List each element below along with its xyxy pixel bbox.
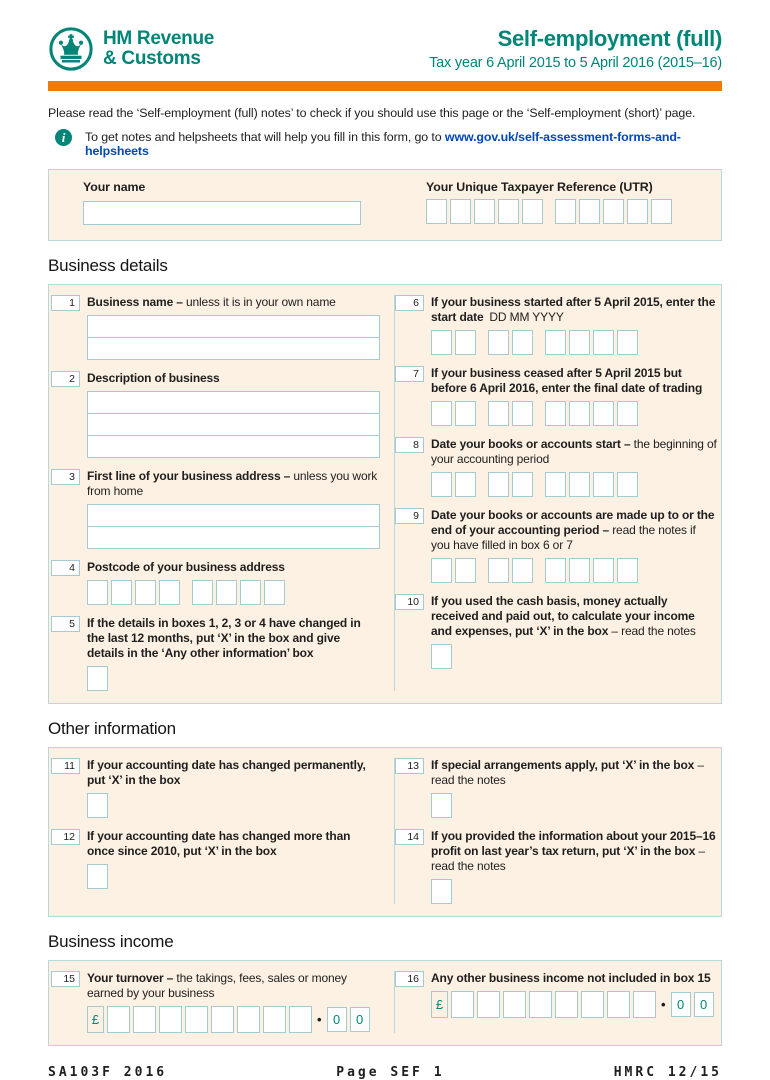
box-13-special-arrangements (395, 758, 717, 818)
box-number: 4 (51, 560, 80, 576)
section-title-other-information: Other information (48, 719, 176, 738)
your-name-group (83, 180, 426, 225)
input-cell[interactable] (569, 401, 590, 426)
postcode-input (87, 580, 380, 605)
box-8-books-start (395, 437, 717, 497)
address-line-2[interactable] (87, 526, 380, 549)
box-14-checkbox (431, 879, 717, 904)
input-cell[interactable] (431, 401, 452, 426)
box-1-business-name (51, 295, 380, 360)
hmrc-brand (48, 26, 214, 72)
input-cell[interactable] (522, 199, 543, 224)
description-line-3[interactable] (87, 435, 380, 458)
input-cell[interactable] (450, 199, 471, 224)
helpsheets-link[interactable]: www.gov.uk/self-assessment-forms-and-helpsheets (85, 130, 681, 158)
input-cell[interactable] (512, 472, 533, 497)
input-cell[interactable] (264, 580, 285, 605)
input-cell[interactable] (488, 558, 509, 583)
intro-notice: Please read the ‘Self-employment (full) notes’ to check if you should use this page or the ‘Self-employment (short)’ page. (48, 106, 696, 120)
input-cell[interactable] (498, 199, 519, 224)
decimal-point: • (661, 997, 666, 1012)
input-cell[interactable] (593, 330, 614, 355)
input-cell[interactable] (455, 401, 476, 426)
box-number: 14 (395, 829, 424, 845)
pence-zero: 0 (327, 1007, 347, 1032)
books-end-date-input (431, 558, 717, 583)
your-name-input[interactable] (83, 201, 361, 225)
input-cell[interactable] (87, 793, 108, 818)
input-cell[interactable] (488, 401, 509, 426)
input-cell[interactable] (545, 558, 566, 583)
input-cell[interactable] (633, 991, 656, 1018)
box-label: If special arrangements apply, put ‘X’ in the box – read the notes (431, 758, 704, 787)
business-details-section (48, 284, 722, 704)
other-information-section (48, 747, 722, 917)
box-label: If your accounting date has changed more than once since 2010, put ‘X’ in the box (87, 829, 351, 858)
books-start-date-input (431, 472, 717, 497)
input-cell[interactable] (579, 199, 600, 224)
input-cell[interactable] (512, 330, 533, 355)
box-14-provided-info (395, 829, 717, 904)
hmrc-logo-text: HM Revenue & Customs (103, 28, 215, 69)
input-cell[interactable] (581, 991, 604, 1018)
input-cell[interactable] (555, 991, 578, 1018)
box-10-cash-basis (395, 594, 717, 669)
start-date-input (431, 330, 717, 355)
turnover-money-input (87, 1006, 380, 1033)
box-11-date-changed-permanently (51, 758, 380, 818)
input-cell[interactable] (555, 199, 576, 224)
input-cell[interactable] (593, 472, 614, 497)
box-label: If the details in boxes 1, 2, 3 or 4 have changed in the last 12 months, put ‘X’ in the box and give details in the ‘Any other information’ box (87, 616, 361, 660)
input-cell[interactable] (426, 199, 447, 224)
input-cell[interactable] (237, 1006, 260, 1033)
tax-year-subtitle: Tax year 6 April 2015 to 5 April 2016 (2015–16) (429, 55, 722, 71)
input-cell[interactable] (569, 472, 590, 497)
pence-zero: 0 (694, 992, 714, 1017)
box-13-checkbox (431, 793, 717, 818)
box-label: Any other business income not included in box 15 (431, 971, 711, 985)
other-information-right-column (394, 758, 721, 904)
box-11-checkbox (87, 793, 380, 818)
box-label: Date your books or accounts are made up to or the end of your accounting period – read the notes if you have filled in box 6 or 7 (431, 508, 715, 552)
input-cell[interactable] (617, 558, 638, 583)
orange-divider-bar (48, 81, 722, 91)
input-cell[interactable] (617, 401, 638, 426)
box-5-details-changed (51, 616, 380, 691)
box-number: 2 (51, 371, 80, 387)
description-line-2[interactable] (87, 413, 380, 436)
input-cell[interactable] (87, 580, 108, 605)
box-9-books-end (395, 508, 717, 583)
hmrc-crown-logo (48, 26, 94, 72)
section-title-business-details: Business details (48, 256, 168, 275)
box-number: 10 (395, 594, 424, 610)
input-cell[interactable] (431, 879, 452, 904)
input-cell[interactable] (512, 401, 533, 426)
input-cell[interactable] (431, 558, 452, 583)
other-income-money-input (431, 991, 717, 1018)
box-number: 8 (395, 437, 424, 453)
box-15-turnover (51, 971, 380, 1033)
pence-zero: 0 (671, 992, 691, 1017)
other-income-pounds-input (451, 991, 656, 1018)
input-cell[interactable] (651, 199, 672, 224)
input-cell[interactable] (503, 991, 526, 1018)
box-2-description (51, 371, 380, 458)
masthead (429, 26, 722, 71)
input-cell[interactable] (133, 1006, 156, 1033)
turnover-pounds-input (107, 1006, 312, 1033)
input-cell[interactable] (185, 1006, 208, 1033)
page-number: Page SEF 1 (336, 1065, 445, 1080)
input-cell[interactable] (289, 1006, 312, 1033)
pound-sign: £ (87, 1006, 104, 1033)
page-title: Self-employment (full) (497, 26, 722, 51)
input-cell[interactable] (159, 580, 180, 605)
info-row (48, 129, 722, 158)
input-cell[interactable] (529, 991, 552, 1018)
business-details-left-column (49, 295, 394, 691)
box-number: 5 (51, 616, 80, 632)
input-cell[interactable] (263, 1006, 286, 1033)
input-cell[interactable] (569, 558, 590, 583)
input-cell[interactable] (87, 864, 108, 889)
info-icon: i (55, 129, 72, 146)
box-label: First line of your business address – unless you work from home (87, 469, 378, 498)
input-cell[interactable] (107, 1006, 130, 1033)
box-5-checkbox (87, 666, 380, 691)
input-cell[interactable] (211, 1006, 234, 1033)
pound-sign: £ (431, 991, 448, 1018)
box-label: Business name – unless it is in your own name (87, 295, 336, 309)
box-number: 15 (51, 971, 80, 987)
box-7-ceased-date (395, 366, 717, 426)
pence-zero: 0 (350, 1007, 370, 1032)
input-cell[interactable] (545, 472, 566, 497)
box-4-postcode (51, 560, 380, 605)
box-label: Description of business (87, 371, 220, 385)
box-label: If your business started after 5 April 2015, enter the start date DD MM YYYY (431, 295, 716, 324)
box-number: 12 (51, 829, 80, 845)
business-details-right-column (394, 295, 721, 691)
box-label: Postcode of your business address (87, 560, 285, 574)
box-16-other-income (395, 971, 717, 1018)
box-3-address (51, 469, 380, 549)
input-cell[interactable] (159, 1006, 182, 1033)
utr-group (426, 180, 672, 225)
input-cell[interactable] (512, 558, 533, 583)
form-code: SA103F 2016 (48, 1065, 168, 1080)
box-label: Your turnover – the takings, fees, sales or money earned by your business (87, 971, 347, 1000)
box-number: 11 (51, 758, 80, 774)
input-cell[interactable] (240, 580, 261, 605)
header (48, 26, 722, 72)
input-cell[interactable] (488, 472, 509, 497)
input-cell[interactable] (569, 330, 590, 355)
address-line-1[interactable] (87, 504, 380, 527)
input-cell[interactable] (87, 666, 108, 691)
other-information-left-column (49, 758, 394, 904)
input-cell[interactable] (477, 991, 500, 1018)
input-cell[interactable] (593, 558, 614, 583)
input-cell[interactable] (455, 558, 476, 583)
info-text: To get notes and helpsheets that will help you fill in this form, go to www.gov.uk/self-assessment-forms-and-helpsheets (85, 130, 681, 158)
input-cell[interactable] (545, 330, 566, 355)
input-cell[interactable] (474, 199, 495, 224)
input-cell[interactable] (431, 330, 452, 355)
input-cell[interactable] (431, 472, 452, 497)
utr-input (426, 199, 672, 224)
utr-label: Your Unique Taxpayer Reference (UTR) (426, 180, 653, 194)
box-number: 6 (395, 295, 424, 311)
decimal-point: • (317, 1012, 322, 1027)
box-label: If you used the cash basis, money actually received and paid out, to calculate your income and expenses, put ‘X’ in the box – read the notes (431, 594, 696, 638)
business-name-line-1[interactable] (87, 315, 380, 338)
input-cell[interactable] (431, 644, 452, 669)
ceased-date-input (431, 401, 717, 426)
footer (48, 1065, 722, 1080)
input-cell[interactable] (455, 472, 476, 497)
box-number: 7 (395, 366, 424, 382)
box-6-start-date (395, 295, 717, 355)
input-cell[interactable] (216, 580, 237, 605)
business-income-section (48, 960, 722, 1046)
box-number: 1 (51, 295, 80, 311)
box-label: Date your books or accounts start – the beginning of your accounting period (431, 437, 717, 466)
box-12-date-changed-more-than-once (51, 829, 380, 889)
input-cell[interactable] (111, 580, 132, 605)
box-number: 13 (395, 758, 424, 774)
box-number: 3 (51, 469, 80, 485)
box-label: If your business ceased after 5 April 2015 but before 6 April 2016, enter the final date of trading (431, 366, 703, 395)
input-cell[interactable] (455, 330, 476, 355)
hmrc-version: HMRC 12/15 (613, 1065, 722, 1080)
business-income-left-column (49, 971, 394, 1033)
box-label: If your accounting date has changed permanently, put ‘X’ in the box (87, 758, 366, 787)
box-10-checkbox (431, 644, 717, 669)
input-cell[interactable] (617, 330, 638, 355)
input-cell[interactable] (451, 991, 474, 1018)
input-cell[interactable] (431, 793, 452, 818)
input-cell[interactable] (607, 991, 630, 1018)
input-cell[interactable] (135, 580, 156, 605)
business-name-line-2[interactable] (87, 337, 380, 360)
input-cell[interactable] (603, 199, 624, 224)
identity-box (48, 169, 722, 241)
description-line-1[interactable] (87, 391, 380, 414)
box-number: 16 (395, 971, 424, 987)
input-cell[interactable] (488, 330, 509, 355)
box-12-checkbox (87, 864, 380, 889)
input-cell[interactable] (593, 401, 614, 426)
input-cell[interactable] (617, 472, 638, 497)
section-title-business-income: Business income (48, 932, 174, 951)
box-number: 9 (395, 508, 424, 524)
business-income-right-column (394, 971, 721, 1033)
your-name-label: Your name (83, 180, 146, 194)
input-cell[interactable] (545, 401, 566, 426)
input-cell[interactable] (192, 580, 213, 605)
box-label: If you provided the information about your 2015–16 profit on last year’s tax return, put ‘X’ in the box – read the notes (431, 829, 716, 873)
input-cell[interactable] (627, 199, 648, 224)
